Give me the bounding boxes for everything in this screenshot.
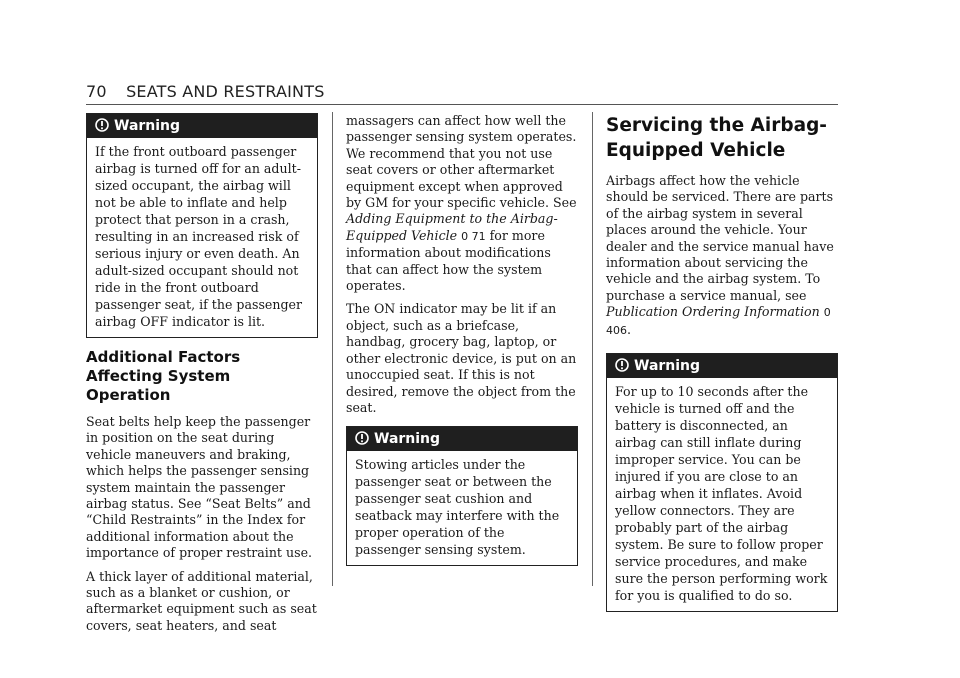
warning-text: Stowing articles under the passenger seat or between the passenger seat cushion and seatback may interfere with the proper operation of the passenger sensing system. xyxy=(355,457,560,558)
column-divider-2 xyxy=(592,112,593,586)
warning-icon xyxy=(615,358,629,373)
paragraph-massagers: massagers can affect how well the passenger sensing system operates. We recommend that you not use seat covers or other aftermarket equipment except when approved by GM for your specific vehicle. See Adding Equipment to the Airbag-Equipped Vehicle 0 71 for more information about modifications that can affect how the system operates. xyxy=(346,113,577,294)
warning-label: Warning xyxy=(634,358,701,375)
subsection-heading: Additional Factors Affecting System Operation xyxy=(86,348,241,404)
column-divider-1 xyxy=(332,112,333,586)
page-reference[interactable]: 0 71 xyxy=(461,229,486,243)
page-reference[interactable]: 0 406 xyxy=(606,306,831,337)
warning-header xyxy=(607,354,837,378)
column-3 xyxy=(606,113,838,622)
paragraph-thick-layer: A thick layer of additional material, such as a blanket or cushion, or aftermarket equipment such as seat covers, seat heaters, and seat xyxy=(86,568,317,633)
header-rule xyxy=(86,104,838,105)
warning-box-stowing xyxy=(346,426,578,566)
warning-label: Warning xyxy=(114,118,181,134)
warning-box-airbag-off xyxy=(86,113,318,338)
warning-header xyxy=(347,427,577,451)
section-heading: Servicing the Airbag-Equipped Vehicle xyxy=(606,115,827,161)
warning-text: If the front outboard passenger airbag is turned off for an adult-sized occupant, the airbag will not be able to inflate and help protect that person in a crash, resulting in an increased risk of serious injury or even death. An adult-sized occupant should not ride in the front outboard passenger seat, if the passenger airbag OFF indicator is lit. xyxy=(95,144,303,329)
warning-header xyxy=(87,114,317,138)
paragraph-seat-belts: Seat belts help keep the passenger in position on the seat during vehicle maneuvers and braking, which helps the passenger sensing system maintain the passenger airbag status. See “Seat Belts” and “Child Restraints” in the Index for additional information about the importance of proper restraint use. xyxy=(86,414,313,561)
warning-icon xyxy=(355,431,369,446)
warning-icon xyxy=(95,118,109,133)
page-header xyxy=(86,82,838,101)
warning-box-service xyxy=(606,353,838,612)
cross-reference-link[interactable]: Adding Equipment to the Airbag-Equipped Vehicle xyxy=(346,211,558,243)
section-title: SEATS AND RESTRAINTS xyxy=(126,82,325,101)
warning-label: Warning xyxy=(374,431,441,448)
column-1 xyxy=(86,113,318,641)
paragraph-servicing: Airbags affect how the vehicle should be serviced. There are parts of the airbag system in several places around the vehicle. Your dealer and the service manual have information about servicing the vehicle and the airbag system. To purchase a service manual, see Publication Ordering Information 0 406. xyxy=(606,173,834,337)
column-2 xyxy=(346,113,578,576)
paragraph-on-indicator: The ON indicator may be lit if an object, such as a briefcase, handbag, grocery bag, laptop, or other electronic device, is put on an unoccupied seat. If this is not desired, remove the object from the seat. xyxy=(346,301,577,415)
cross-reference-link[interactable]: Publication Ordering Information xyxy=(606,304,820,320)
warning-text: For up to 10 seconds after the vehicle is turned off and the battery is disconnected, an airbag can still inflate during improper service. You can be injured if you are close to an airbag when it inflates. Avoid yellow connectors. They are probably part of the airbag system. Be sure to follow proper service procedures, and make sure the person performing work for you is qualified to do so. xyxy=(615,384,828,604)
page-number: 70 xyxy=(86,82,107,101)
